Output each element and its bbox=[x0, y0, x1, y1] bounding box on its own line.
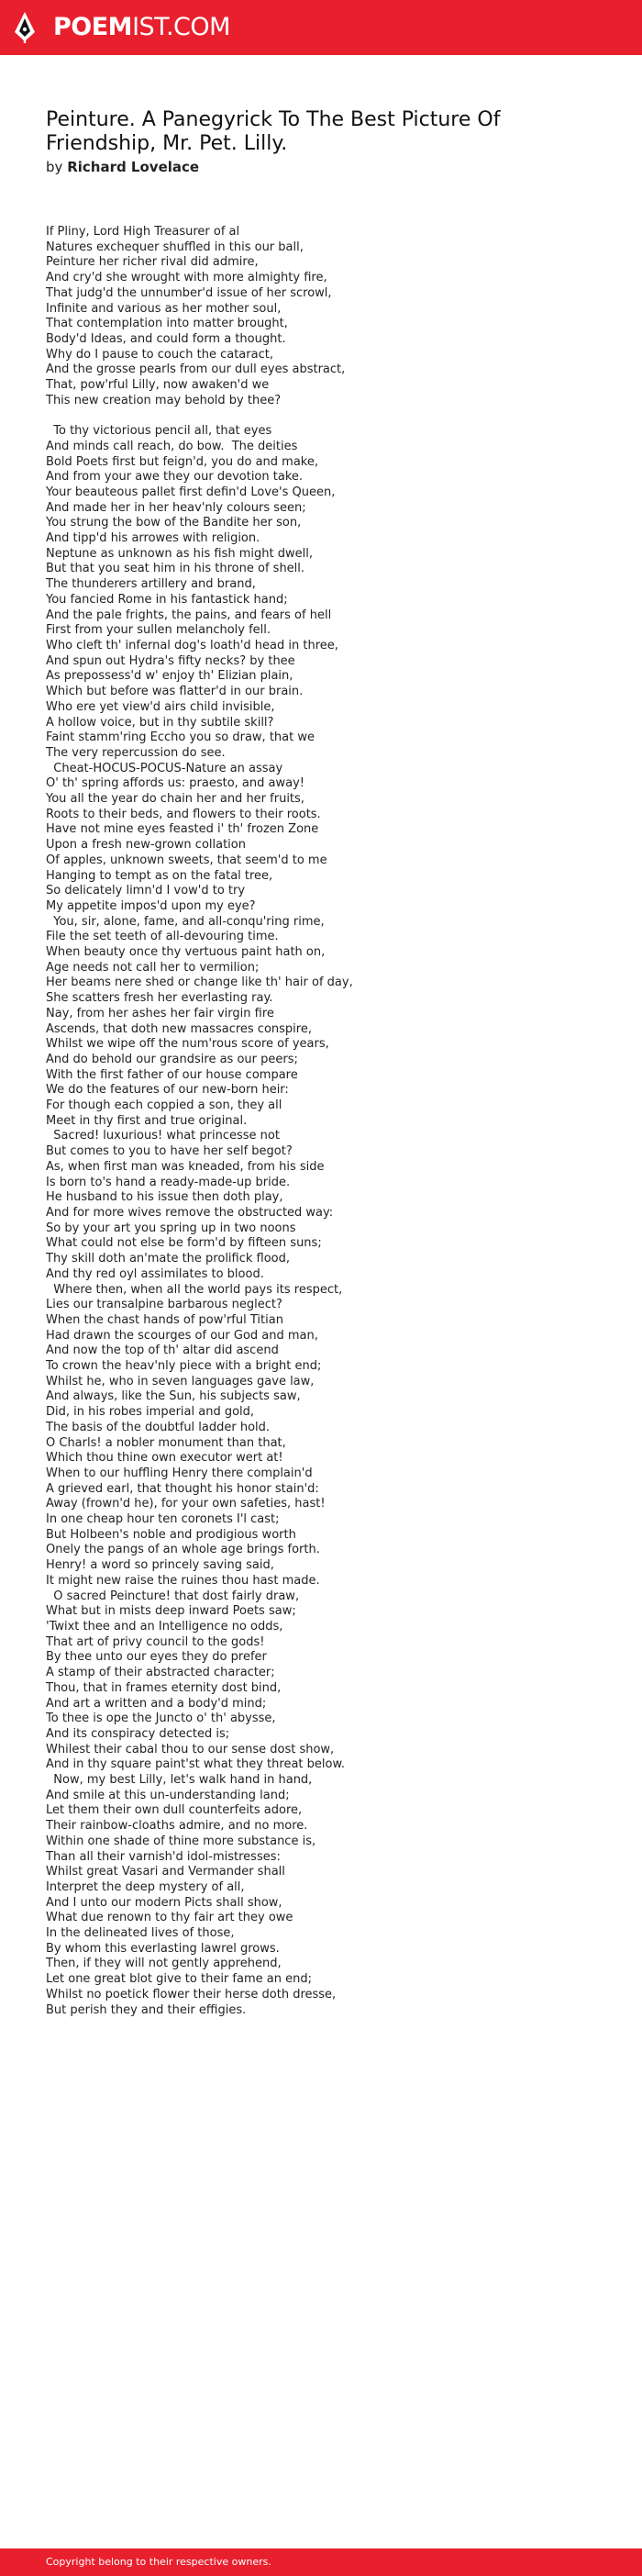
logo-light-text: IST.COM bbox=[132, 13, 230, 41]
site-footer bbox=[0, 2548, 642, 2576]
byline-prefix: by bbox=[46, 159, 63, 175]
byline bbox=[46, 158, 199, 176]
site-logo[interactable] bbox=[53, 12, 230, 43]
poem-text: If Pliny, Lord High Treasurer of al Natures exchequer shuffled in this our ball, Peinture her richer rival did admire, And cry'd she wrought with more almighty fire, That judg'd the unnumber'd issue of her scrowl, Infinite and various as her mother soul, That contemplation into matter brought, Body'd Ideas, and could form a thought. Why do I pause to couch the cataract, And the grosse pearls from our dull eyes abstract, That, pow'rful Lilly, now awaken'd we This new creation may behold by thee? To thy victorious pencil all, that eyes And minds call reach, do bow. The deities Bold Poets first but feign'd, you do and make, And from your awe they our devotion take. Your beauteous pallet first defin'd Love's Queen, And made her in her heav'nly colours seen; You strung the bow of the Bandite her son, And tipp'd his arrowes with religion. Neptune as unknown as his fish might dwell, But that you seat him in his throne of shell. The thunderers artillery and brand, You fancied Rome in his fantastick hand; And the pale frights, the pains, and fears of hell First from your sullen melancholy fell. Who cleft th' infernal dog's loath'd head in three, And spun out Hydra's fifty necks? by thee As prepossess'd w' enjoy th' Elizian plain, Which but before was flatter'd in our brain. Who ere yet view'd airs child invisible, A hollow voice, but in thy subtile skill? Faint stamm'ring Eccho you so draw, that we The very repercussion do see. Cheat-HOCUS-POCUS-Nature an assay O' th' spring affords us: praesto, and away! You all the year do chain her and her fruits, Roots to their beds, and flowers to their roots. Have not mine eyes feasted i' th' frozen Zone Upon a fresh new-grown collation Of apples, unknown sweets, that seem'd to me Hanging to tempt as on the fatal tree, So delicately limn'd I vow'd to try My appetite impos'd upon my eye? You, sir, alone, fame, and all-conqu'ring rime, File the set teeth of all-devouring time. When beauty once thy vertuous paint hath on, Age needs not call her to vermilion; Her beams nere shed or change like th' hair of day, She scatters fresh her everlasting ray. Nay, from her ashes her fair virgin fire Ascends, that doth new massacres conspire, Whilst we wipe off the num'rous score of years, And do behold our grandsire as our peers; With the first father of our house compare We do the features of our new-born heir: For though each coppied a son, they all Meet in thy first and true original. Sacred! luxurious! what princesse not But comes to you to have her self begot? As, when first man was kneaded, from his side Is born to's hand a ready-made-up bride. He husband to his issue then doth play, And for more wives remove the obstructed way: So by your art you spring up in two noons What could not else be form'd by fifteen suns; Thy skill doth an'mate the prolifick flood, And thy red oyl assimilates to blood. Where then, when all the world pays its respect, Lies our transalpine barbarous neglect? When the chast hands of pow'rful Titian Had drawn the scourges of our God and man, And now the top of th' altar did ascend To crown the heav'nly piece with a bright end; Whilst he, who in seven languages gave law, And always, like the Sun, his subjects saw, Did, in his robes imperial and gold, The basis of the doubtful ladder hold. O Charls! a nobler monument than that, Which thou thine own executor wert at! When to our huffling Henry there complain'd A grieved earl, that thought his honor stain'd: Away (frown'd he), for your own safeties, hast! In one cheap hour ten coronets I'l cast; But Holbeen's noble and prodigious worth Onely the pangs of an whole age brings forth. Henry! a word so princely saving said, It might new raise the ruines thou hast made. O sacred Peincture! that dost fairly draw, What but in mists deep inward Poets saw; 'Twixt thee and an Intelligence no odds, That art of privy council to the gods! By thee unto our eyes they do prefer A stamp of their abstracted character; Thou, that in frames eternity dost bind, And art a written and a body'd mind; To thee is ope the Juncto o' th' abysse, And its conspiracy detected is; Whilest their cabal thou to our sense dost show, And in thy square paint'st what they threat below. Now, my best Lilly, let's walk hand in hand, And smile at this un-understanding land; Let them their own dull counterfeits adore, Their rainbow-cloaths admire, and no more. Within one shade of thine more substance is, Than all their varnish'd idol-mistresses: Whilst great Vasari and Vermander shall Interpret the deep mystery of all, And I unto our modern Picts shall show, What due renown to thy fair art they owe In the delineated lives of those, By whom this everlasting lawrel grows. Then, if they will not gently apprehend, Let one great blot give to their fame an end; Whilst no poetick flower their herse doth dresse, But perish they and their effigies. bbox=[46, 225, 353, 2017]
copyright-text: Copyright belong to their respective owners. bbox=[46, 2556, 271, 2568]
site-header bbox=[0, 0, 642, 55]
author-link[interactable]: Richard Lovelace bbox=[67, 159, 200, 175]
logo-bold-text: POEM bbox=[53, 13, 133, 41]
quill-icon[interactable] bbox=[13, 11, 37, 44]
poem-title: Peinture. A Panegyrick To The Best Picture Of Friendship, Mr. Pet. Lilly. bbox=[46, 108, 501, 155]
